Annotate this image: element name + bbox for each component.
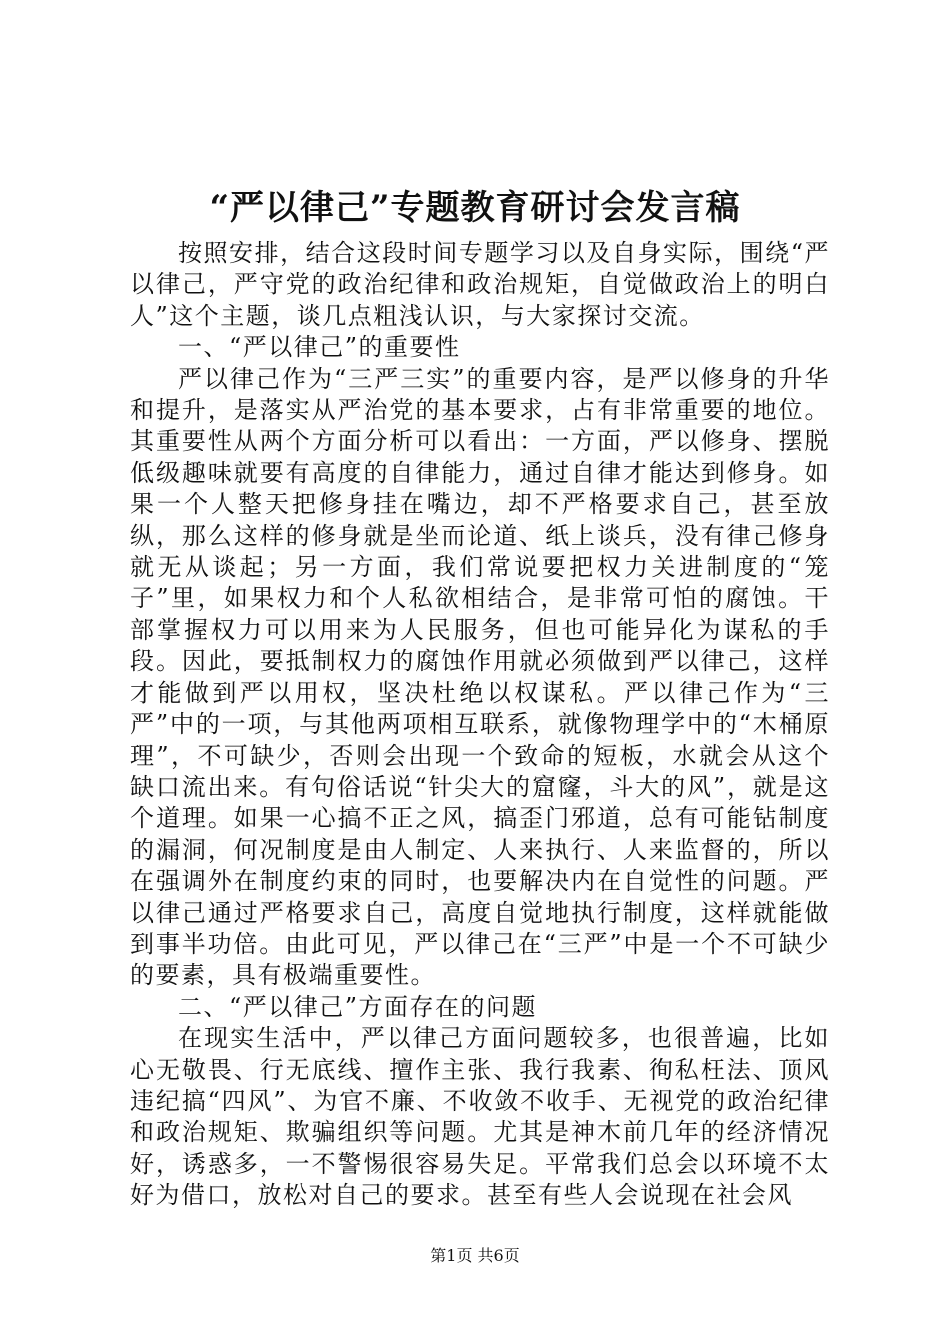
document-title: “严以律己”专题教育研讨会发言稿 [209,188,741,228]
section-1-paragraph: 严以律己作为“三严三实”的重要内容，是严以修身的升华和提升，是落实从严治党的基本要求，占有非常重要的地位。其重要性从两个方面分析可以看出：一方面，严以修身、摆脱低级趣味就要有高度的自律能力，通过自律才能达到修身。如果一个人整天把修身挂在嘴边，却不严格要求自己，甚至放纵，那么这样的修身就是坐而论道、纸上谈兵，没有律己修身就无从谈起；另一方面，我们常说要把权力关进制度的“笼子”里，如果权力和个人私欲相结合，是非常可怕的腐蚀。干部掌握权力可以用来为人民服务，但也可能异化为谋私的手段。因此，要抵制权力的腐蚀作用就必须做到严以律己，这样才能做到严以用权，坚决杜绝以权谋私。严以律己作为“三严”中的一项，与其他两项相互联系，就像物理学中的“木桶原理”，不可缺少，否则会出现一个致命的短板，水就会从这个缺口流出来。有句俗话说“针尖大的窟窿，斗大的风”，就是这个道理。如果一心搞不正之风，搞歪门邪道，总有可能钻制度的漏洞，何况制度是由人制定、人来执行、人来监督的，所以在强调外在制度约束的同时，也要解决内在自觉性的问题。严以律己通过严格要求自己，高度自觉地执行制度，这样就能做到事半功倍。由此可见，严以律己在“三严”中是一个不可缺少的要素，具有极端重要性。 [130,364,830,990]
section-2-paragraph: 在现实生活中，严以律己方面问题较多，也很普遍，比如心无敬畏、行无底线、擅作主张、我行我素、徇私枉法、顶风违纪搞“四风”、为官不廉、不收敛不收手、无视党的政治纪律和政治规矩、欺骗组织等问题。尤其是神木前几年的经济情况好，诱惑多，一不警惕很容易失足。平常我们总会以环境不太好为借口，放松对自己的要求。甚至有些人会说现在社会风 [130,1024,830,1210]
document-body [130,238,830,1212]
section-heading-2: 二、“严以律己”方面存在的问题 [178,992,538,1021]
section-heading-1: 一、“严以律己”的重要性 [178,333,461,362]
intro-paragraph: 按照安排，结合这段时间专题学习以及自身实际，围绕“严以律己，严守党的政治纪律和政治规矩，自觉做政治上的明白人”这个主题，谈几点粗浅认识，与大家探讨交流。 [130,239,830,330]
page-number-footer: 第1页 共6页 [430,1246,520,1265]
